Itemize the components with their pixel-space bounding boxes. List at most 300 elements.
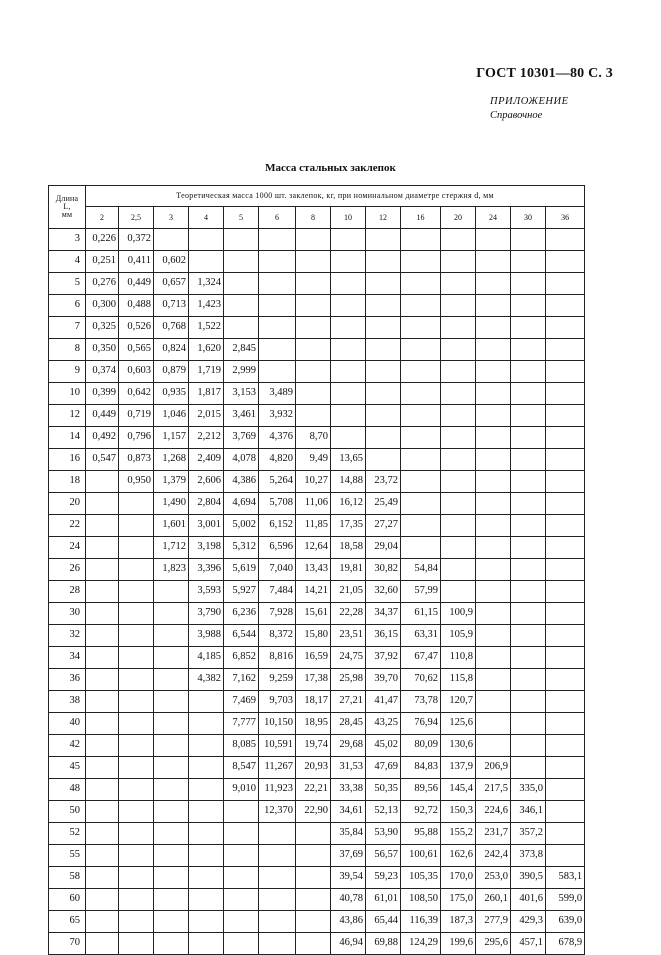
mass-cell: 27,27 xyxy=(366,515,401,537)
mass-cell xyxy=(401,317,441,339)
length-cell: 38 xyxy=(49,691,86,713)
rivet-mass-table xyxy=(48,185,585,955)
mass-cell xyxy=(259,317,296,339)
mass-cell: 4,376 xyxy=(259,427,296,449)
mass-cell: 678,9 xyxy=(546,933,585,955)
mass-cell: 1,817 xyxy=(189,383,224,405)
mass-cell: 295,6 xyxy=(476,933,511,955)
mass-cell xyxy=(476,537,511,559)
mass-cell: 4,694 xyxy=(224,493,259,515)
diameter-header-cell: 10 xyxy=(331,207,366,229)
table-row xyxy=(49,845,585,867)
mass-cell xyxy=(476,559,511,581)
mass-cell: 155,2 xyxy=(441,823,476,845)
mass-cell: 52,13 xyxy=(366,801,401,823)
mass-cell: 137,9 xyxy=(441,757,476,779)
mass-cell: 357,2 xyxy=(511,823,546,845)
mass-cell: 0,411 xyxy=(119,251,154,273)
mass-cell: 1,522 xyxy=(189,317,224,339)
mass-cell xyxy=(366,295,401,317)
mass-cell: 19,74 xyxy=(296,735,331,757)
mass-cell: 67,47 xyxy=(401,647,441,669)
mass-cell: 10,591 xyxy=(259,735,296,757)
mass-cell: 175,0 xyxy=(441,889,476,911)
mass-cell: 5,312 xyxy=(224,537,259,559)
mass-cell xyxy=(224,229,259,251)
mass-cell: 3,001 xyxy=(189,515,224,537)
mass-cell xyxy=(189,911,224,933)
mass-cell xyxy=(331,273,366,295)
mass-cell xyxy=(86,603,119,625)
mass-cell: 105,35 xyxy=(401,867,441,889)
mass-cell: 5,927 xyxy=(224,581,259,603)
table-row xyxy=(49,713,585,735)
mass-cell: 2,845 xyxy=(224,339,259,361)
mass-cell: 34,61 xyxy=(331,801,366,823)
mass-cell xyxy=(86,471,119,493)
length-cell: 6 xyxy=(49,295,86,317)
mass-cell xyxy=(259,273,296,295)
mass-cell xyxy=(86,735,119,757)
mass-cell: 0,300 xyxy=(86,295,119,317)
mass-cell: 5,002 xyxy=(224,515,259,537)
length-cell: 28 xyxy=(49,581,86,603)
table-row xyxy=(49,889,585,911)
mass-cell xyxy=(546,537,585,559)
mass-cell xyxy=(86,515,119,537)
mass-cell xyxy=(259,251,296,273)
length-cell: 32 xyxy=(49,625,86,647)
mass-cell: 61,15 xyxy=(401,603,441,625)
mass-cell xyxy=(546,339,585,361)
mass-cell xyxy=(401,449,441,471)
mass-cell xyxy=(476,383,511,405)
mass-cell: 0,935 xyxy=(154,383,189,405)
mass-cell xyxy=(154,625,189,647)
mass-cell xyxy=(441,339,476,361)
mass-cell: 7,040 xyxy=(259,559,296,581)
diameter-header-cell: 4 xyxy=(189,207,224,229)
mass-cell: 24,75 xyxy=(331,647,366,669)
mass-cell xyxy=(441,383,476,405)
mass-cell xyxy=(511,471,546,493)
length-cell: 42 xyxy=(49,735,86,757)
mass-cell: 5,264 xyxy=(259,471,296,493)
mass-cell: 65,44 xyxy=(366,911,401,933)
mass-cell xyxy=(476,669,511,691)
length-cell: 3 xyxy=(49,229,86,251)
mass-cell: 5,619 xyxy=(224,559,259,581)
mass-cell: 3,153 xyxy=(224,383,259,405)
mass-cell xyxy=(546,361,585,383)
mass-cell xyxy=(154,669,189,691)
mass-cell xyxy=(441,559,476,581)
length-cell: 58 xyxy=(49,867,86,889)
mass-cell: 11,923 xyxy=(259,779,296,801)
mass-cell xyxy=(296,911,331,933)
mass-cell: 25,49 xyxy=(366,493,401,515)
mass-cell xyxy=(189,889,224,911)
mass-cell: 0,488 xyxy=(119,295,154,317)
mass-cell: 583,1 xyxy=(546,867,585,889)
mass-cell xyxy=(401,229,441,251)
mass-cell xyxy=(476,625,511,647)
mass-cell xyxy=(366,273,401,295)
mass-cell: 57,99 xyxy=(401,581,441,603)
mass-cell: 17,38 xyxy=(296,669,331,691)
mass-cell: 7,928 xyxy=(259,603,296,625)
mass-cell xyxy=(296,317,331,339)
length-cell: 26 xyxy=(49,559,86,581)
length-cell: 70 xyxy=(49,933,86,955)
mass-cell: 4,386 xyxy=(224,471,259,493)
mass-cell xyxy=(441,427,476,449)
length-cell: 45 xyxy=(49,757,86,779)
mass-cell xyxy=(86,823,119,845)
mass-cell: 27,21 xyxy=(331,691,366,713)
mass-cell xyxy=(259,889,296,911)
mass-cell xyxy=(189,757,224,779)
mass-cell xyxy=(366,383,401,405)
mass-cell xyxy=(511,405,546,427)
mass-cell: 224,6 xyxy=(476,801,511,823)
mass-cell: 12,64 xyxy=(296,537,331,559)
mass-cell xyxy=(511,735,546,757)
mass-cell xyxy=(401,295,441,317)
mass-cell: 16,59 xyxy=(296,647,331,669)
mass-cell xyxy=(511,559,546,581)
mass-cell: 3,198 xyxy=(189,537,224,559)
mass-cell xyxy=(119,911,154,933)
mass-cell: 63,31 xyxy=(401,625,441,647)
mass-cell: 170,0 xyxy=(441,867,476,889)
mass-cell: 70,62 xyxy=(401,669,441,691)
mass-cell: 40,78 xyxy=(331,889,366,911)
mass-cell xyxy=(86,867,119,889)
diameter-header-cell: 3 xyxy=(154,207,189,229)
mass-cell: 1,379 xyxy=(154,471,189,493)
mass-cell xyxy=(86,889,119,911)
mass-cell xyxy=(511,449,546,471)
mass-cell xyxy=(189,713,224,735)
mass-cell: 1,620 xyxy=(189,339,224,361)
table-row xyxy=(49,273,585,295)
mass-cell: 46,94 xyxy=(331,933,366,955)
mass-cell xyxy=(511,317,546,339)
mass-cell xyxy=(296,845,331,867)
mass-cell: 43,86 xyxy=(331,911,366,933)
diameter-header-cell: 5 xyxy=(224,207,259,229)
mass-cell xyxy=(189,691,224,713)
mass-cell: 0,602 xyxy=(154,251,189,273)
mass-cell: 116,39 xyxy=(401,911,441,933)
mass-cell xyxy=(441,449,476,471)
length-cell: 10 xyxy=(49,383,86,405)
mass-cell xyxy=(511,361,546,383)
standard-header: ГОСТ 10301—80 С. 3 xyxy=(476,66,613,81)
mass-cell: 0,350 xyxy=(86,339,119,361)
length-header xyxy=(49,186,86,229)
mass-cell xyxy=(86,713,119,735)
mass-cell xyxy=(119,515,154,537)
mass-cell: 124,29 xyxy=(401,933,441,955)
mass-cell xyxy=(119,647,154,669)
mass-cell: 1,719 xyxy=(189,361,224,383)
mass-cell: 95,88 xyxy=(401,823,441,845)
mass-cell: 1,324 xyxy=(189,273,224,295)
mass-cell: 0,950 xyxy=(119,471,154,493)
mass-cell: 6,236 xyxy=(224,603,259,625)
mass-cell: 1,268 xyxy=(154,449,189,471)
mass-cell xyxy=(546,295,585,317)
mass-cell: 5,708 xyxy=(259,493,296,515)
mass-cell xyxy=(259,823,296,845)
mass-cell xyxy=(224,317,259,339)
mass-cell: 187,3 xyxy=(441,911,476,933)
mass-cell xyxy=(296,405,331,427)
mass-cell: 0,449 xyxy=(86,405,119,427)
mass-cell: 1,046 xyxy=(154,405,189,427)
mass-cell xyxy=(441,361,476,383)
mass-cell xyxy=(546,735,585,757)
mass-cell xyxy=(224,823,259,845)
mass-cell xyxy=(154,229,189,251)
length-cell: 34 xyxy=(49,647,86,669)
mass-cell: 23,72 xyxy=(366,471,401,493)
mass-cell: 0,879 xyxy=(154,361,189,383)
table-row xyxy=(49,559,585,581)
length-cell: 52 xyxy=(49,823,86,845)
mass-cell xyxy=(119,537,154,559)
mass-cell: 8,70 xyxy=(296,427,331,449)
length-cell: 36 xyxy=(49,669,86,691)
table-row xyxy=(49,515,585,537)
length-cell: 7 xyxy=(49,317,86,339)
mass-cell xyxy=(366,251,401,273)
diameter-header-cell: 24 xyxy=(476,207,511,229)
mass-cell xyxy=(119,757,154,779)
mass-cell xyxy=(546,559,585,581)
mass-cell: 2,212 xyxy=(189,427,224,449)
mass-cell xyxy=(511,427,546,449)
diameter-header-cell: 2,5 xyxy=(119,207,154,229)
table-row xyxy=(49,911,585,933)
mass-cell xyxy=(154,603,189,625)
mass-cell xyxy=(401,493,441,515)
mass-cell xyxy=(154,779,189,801)
mass-cell xyxy=(441,471,476,493)
length-cell: 60 xyxy=(49,889,86,911)
mass-cell: 33,38 xyxy=(331,779,366,801)
table-row xyxy=(49,823,585,845)
mass-cell: 1,423 xyxy=(189,295,224,317)
mass-cell: 36,15 xyxy=(366,625,401,647)
mass-cell: 14,21 xyxy=(296,581,331,603)
diameter-header-cell: 2 xyxy=(86,207,119,229)
mass-cell: 18,17 xyxy=(296,691,331,713)
mass-cell: 56,57 xyxy=(366,845,401,867)
mass-cell: 401,6 xyxy=(511,889,546,911)
mass-cell: 639,0 xyxy=(546,911,585,933)
mass-cell: 457,1 xyxy=(511,933,546,955)
mass-cell xyxy=(546,317,585,339)
mass-cell xyxy=(86,911,119,933)
mass-cell xyxy=(401,273,441,295)
mass-cell: 13,43 xyxy=(296,559,331,581)
mass-cell: 3,988 xyxy=(189,625,224,647)
mass-cell: 7,484 xyxy=(259,581,296,603)
mass-cell: 110,8 xyxy=(441,647,476,669)
mass-cell: 18,58 xyxy=(331,537,366,559)
mass-cell xyxy=(154,911,189,933)
mass-cell: 32,60 xyxy=(366,581,401,603)
mass-cell: 0,824 xyxy=(154,339,189,361)
mass-cell xyxy=(259,911,296,933)
mass-cell xyxy=(476,691,511,713)
mass-cell xyxy=(401,251,441,273)
mass-cell xyxy=(119,867,154,889)
mass-cell: 3,593 xyxy=(189,581,224,603)
mass-cell: 162,6 xyxy=(441,845,476,867)
mass-cell xyxy=(86,845,119,867)
mass-cell xyxy=(546,713,585,735)
mass-cell xyxy=(259,845,296,867)
length-cell: 65 xyxy=(49,911,86,933)
mass-cell: 39,54 xyxy=(331,867,366,889)
length-cell: 50 xyxy=(49,801,86,823)
mass-cell xyxy=(546,625,585,647)
mass-cell xyxy=(476,471,511,493)
mass-cell xyxy=(331,317,366,339)
mass-cell xyxy=(189,735,224,757)
mass-cell xyxy=(511,537,546,559)
mass-cell: 0,251 xyxy=(86,251,119,273)
table-row xyxy=(49,625,585,647)
mass-cell: 0,276 xyxy=(86,273,119,295)
mass-cell xyxy=(259,295,296,317)
table-row xyxy=(49,251,585,273)
mass-cell: 429,3 xyxy=(511,911,546,933)
mass-cell xyxy=(224,845,259,867)
mass-cell: 73,78 xyxy=(401,691,441,713)
mass-cell: 9,703 xyxy=(259,691,296,713)
mass-cell: 3,769 xyxy=(224,427,259,449)
mass-cell xyxy=(546,515,585,537)
mass-cell xyxy=(119,735,154,757)
mass-cell: 84,83 xyxy=(401,757,441,779)
mass-cell: 3,461 xyxy=(224,405,259,427)
mass-cell: 390,5 xyxy=(511,867,546,889)
table-row xyxy=(49,669,585,691)
mass-cell: 61,01 xyxy=(366,889,401,911)
mass-cell xyxy=(86,779,119,801)
mass-cell xyxy=(511,229,546,251)
mass-cell xyxy=(119,801,154,823)
mass-cell: 599,0 xyxy=(546,889,585,911)
mass-cell xyxy=(511,669,546,691)
mass-cell: 21,05 xyxy=(331,581,366,603)
mass-cell xyxy=(86,801,119,823)
mass-cell: 45,02 xyxy=(366,735,401,757)
mass-cell xyxy=(511,493,546,515)
mass-cell xyxy=(401,383,441,405)
mass-cell xyxy=(119,845,154,867)
mass-cell: 206,9 xyxy=(476,757,511,779)
mass-cell: 37,69 xyxy=(331,845,366,867)
mass-cell xyxy=(546,581,585,603)
mass-cell xyxy=(331,295,366,317)
mass-cell: 260,1 xyxy=(476,889,511,911)
length-header-unit: мм xyxy=(61,210,73,219)
mass-cell xyxy=(154,845,189,867)
mass-cell xyxy=(476,735,511,757)
mass-cell xyxy=(259,867,296,889)
table-title: Масса стальных заклепок xyxy=(265,162,396,174)
mass-cell xyxy=(476,339,511,361)
mass-cell xyxy=(224,273,259,295)
mass-cell xyxy=(331,405,366,427)
mass-cell xyxy=(476,361,511,383)
mass-cell xyxy=(511,757,546,779)
mass-cell: 1,823 xyxy=(154,559,189,581)
mass-cell xyxy=(546,603,585,625)
mass-cell: 8,816 xyxy=(259,647,296,669)
mass-cell: 0,226 xyxy=(86,229,119,251)
mass-cell xyxy=(511,273,546,295)
mass-cell: 17,35 xyxy=(331,515,366,537)
mass-cell: 0,325 xyxy=(86,317,119,339)
mass-cell xyxy=(546,251,585,273)
mass-cell xyxy=(476,603,511,625)
mass-cell: 11,85 xyxy=(296,515,331,537)
mass-cell xyxy=(441,317,476,339)
mass-cell: 100,9 xyxy=(441,603,476,625)
mass-cell: 6,852 xyxy=(224,647,259,669)
mass-cell xyxy=(119,713,154,735)
mass-cell xyxy=(366,427,401,449)
mass-cell xyxy=(511,691,546,713)
mass-cell xyxy=(401,427,441,449)
mass-cell xyxy=(511,383,546,405)
mass-cell: 115,8 xyxy=(441,669,476,691)
mass-cell xyxy=(366,229,401,251)
mass-cell xyxy=(296,867,331,889)
length-header-word: Длина xyxy=(55,194,79,203)
mass-cell xyxy=(189,251,224,273)
length-cell: 14 xyxy=(49,427,86,449)
mass-cell xyxy=(476,515,511,537)
mass-cell xyxy=(476,493,511,515)
mass-cell: 100,61 xyxy=(401,845,441,867)
mass-cell xyxy=(546,471,585,493)
mass-cell: 16,12 xyxy=(331,493,366,515)
mass-cell xyxy=(259,361,296,383)
mass-cell xyxy=(511,515,546,537)
mass-cell xyxy=(154,867,189,889)
mass-cell xyxy=(224,801,259,823)
length-cell: 16 xyxy=(49,449,86,471)
mass-cell: 76,94 xyxy=(401,713,441,735)
mass-cell xyxy=(441,251,476,273)
mass-cell xyxy=(296,889,331,911)
table-row xyxy=(49,757,585,779)
mass-cell: 2,804 xyxy=(189,493,224,515)
mass-cell xyxy=(119,889,154,911)
mass-cell xyxy=(511,713,546,735)
length-cell: 24 xyxy=(49,537,86,559)
mass-cell xyxy=(511,295,546,317)
mass-cell xyxy=(546,229,585,251)
